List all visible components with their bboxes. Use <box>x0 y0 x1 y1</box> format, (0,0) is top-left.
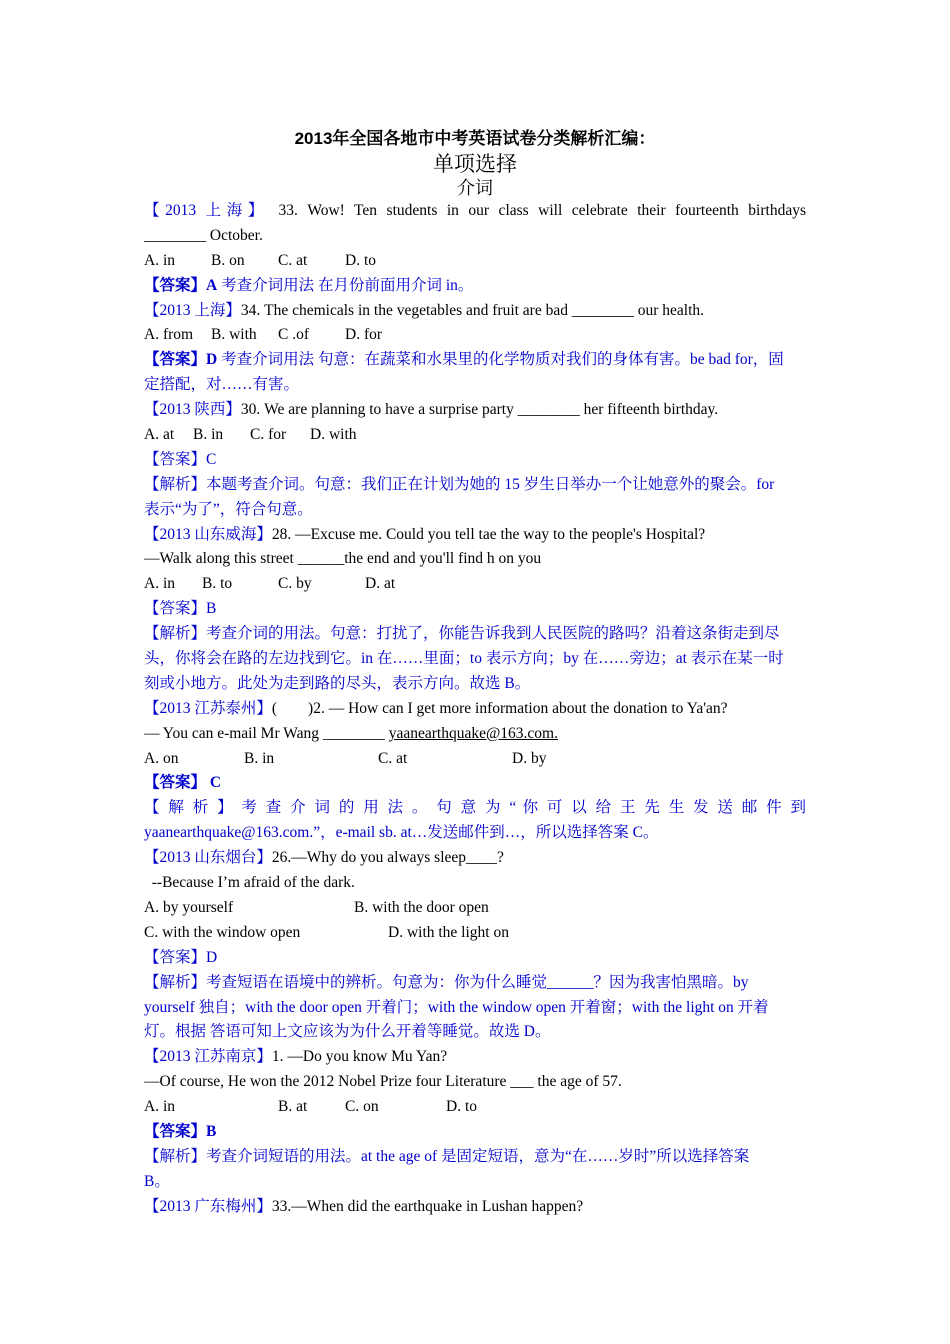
option-d: D. at <box>365 575 396 593</box>
option-c: C. at <box>378 749 408 767</box>
question-4-line-1 <box>144 523 806 548</box>
question-4-line-2: —Walk along this street ______the end and you'll find h on you <box>144 550 542 568</box>
option-a: A. on <box>144 749 179 767</box>
question-1-tag: 【2013 上海】 <box>144 202 269 219</box>
option-d: D. with the light on <box>388 923 509 941</box>
question-4-analysis-line-1: 【解析】考查介词的用法。句意：打扰了，你能告诉我到人民医院的路吗？沿着这条街走到尽 <box>144 625 780 643</box>
question-1-line-1 <box>144 199 806 224</box>
topic-title: 介词 <box>457 178 493 198</box>
option-d: D. for <box>345 326 383 344</box>
option-a: A. in <box>144 1098 175 1116</box>
question-6-options-row-1 <box>144 896 806 921</box>
question-5-options <box>144 747 806 772</box>
answer-text: 考查介词用法 句意：在蔬菜和水果里的化学物质对我们的身体有害。be bad for，固 <box>217 351 784 369</box>
question-7-analysis-line-2: B。 <box>144 1172 170 1190</box>
question-4-analysis-line-2: 头，你将会在路的左边找到它。in 在……里面；to 表示方向；by 在……旁边；at 表示在某一时 <box>144 650 784 668</box>
question-3-analysis-line-2: 表示“为了”，符合句意。 <box>144 500 313 518</box>
option-c: C. on <box>345 1098 379 1116</box>
question-2-answer-line-1 <box>144 348 806 373</box>
question-7-options <box>144 1095 806 1120</box>
option-c: C. with the window open <box>144 923 301 941</box>
option-c: C. for <box>250 426 287 444</box>
option-a: A. in <box>144 575 175 593</box>
question-5-text: ( )2. — How can I get more information about the donation to Ya'an? <box>271 699 728 717</box>
question-3-line-1 <box>144 398 806 423</box>
question-6-answer: 【答案】D <box>144 948 218 966</box>
question-3-analysis-line-1: 【解析】本题考查介词。句意：我们正在计划为她的 15 岁生日举办一个让她意外的聚会。for <box>144 475 775 493</box>
question-7-analysis-line-1: 【解析】考查介词短语的用法。at the age of 是固定短语，意为“在……岁时”所以选择答案 <box>144 1147 750 1165</box>
question-1-answer <box>144 274 806 299</box>
option-a: A. from <box>144 326 194 344</box>
question-2-options <box>144 323 806 348</box>
question-7-tag: 【2013 江苏南京】 <box>144 1048 272 1066</box>
question-5-line-2 <box>144 722 806 747</box>
question-4-options <box>144 572 806 597</box>
question-8-text: 33.—When did the earthquake in Lushan happen? <box>271 1197 584 1215</box>
question-2-text: 34. The chemicals in the vegetables and fruit are bad ________ our health. <box>240 301 705 319</box>
question-4-tag: 【2013 山东威海】 <box>144 525 272 543</box>
question-5-line-1 <box>144 697 806 722</box>
question-4-answer: 【答案】B <box>144 600 217 618</box>
question-6-text: 26.—Why do you always sleep____? <box>271 849 504 867</box>
question-6-options-row-2 <box>144 921 806 946</box>
question-6-line-1 <box>144 846 806 871</box>
option-b: B. on <box>211 251 245 269</box>
question-1-line-2: ________ October. <box>144 226 263 244</box>
option-d: D. to <box>345 251 376 269</box>
option-b: B. with <box>211 326 257 344</box>
question-1-options <box>144 249 806 274</box>
question-6-tag: 【2013 山东烟台】 <box>144 849 272 867</box>
question-6-analysis-line-2: yourself 独自；with the door open 开着门；with the window open 开着窗；with the light on 开着 <box>144 998 769 1016</box>
answer-text: 考查介词用法 在月份前面用介词 in。 <box>217 276 474 294</box>
question-2-answer-line-2: 定搭配，对……有害。 <box>144 376 300 394</box>
question-3-answer: 【答案】C <box>144 450 217 468</box>
option-a: A. in <box>144 251 175 269</box>
option-c: C .of <box>278 326 309 344</box>
question-3-options <box>144 423 806 448</box>
question-2-tag: 【2013 上海】 <box>144 301 241 319</box>
option-b: B. with the door open <box>354 898 489 916</box>
question-1-text: 33. Wow! Ten students in our class will celebrate their fourteenth birthdays <box>278 202 806 219</box>
question-5-analysis-line-1: 【 解 析 】 考 查 介 词 的 用 法 。 句 意 为 “ 你 可 以 给 王 先 生 发 送 邮 件 到 <box>144 799 806 817</box>
question-5-line-2-text: — You can e-mail Mr Wang ________ <box>144 724 389 742</box>
answer-label: 【答案】D <box>144 351 218 369</box>
option-b: B. at <box>278 1098 308 1116</box>
question-7-line-2: —Of course, He won the 2012 Nobel Prize four Literature ___ the age of 57. <box>144 1073 622 1091</box>
question-4-text: 28. —Excuse me. Could you tell tae the way to the people's Hospital? <box>271 525 706 543</box>
option-b: B. to <box>202 575 233 593</box>
question-2-line-1 <box>144 299 806 324</box>
question-3-tag: 【2013 陕西】 <box>144 401 241 419</box>
question-5-tag: 【2013 江苏泰州】 <box>144 699 272 717</box>
option-b: B. in <box>193 426 224 444</box>
option-d: D. by <box>512 749 547 767</box>
option-a: A. at <box>144 426 175 444</box>
section-title: 单项选择 <box>433 153 517 176</box>
option-d: D. to <box>446 1098 477 1116</box>
question-5-analysis-line-2: yaanearthquake@163.com.”，e-mail sb. at…发送邮件到…，所以选择答案 C。 <box>144 824 659 842</box>
option-d: D. with <box>310 426 357 444</box>
document-title: 2013年全国各地市中考英语试卷分类解析汇编： <box>294 129 656 148</box>
question-5-answer: 【答案】 C <box>144 774 222 792</box>
question-8-tag: 【2013 广东梅州】 <box>144 1197 272 1215</box>
question-7-line-1 <box>144 1045 806 1070</box>
question-6-analysis-line-1: 【解析】考查短语在语境中的辨析。句意为：你为什么睡觉______？因为我害怕黑暗。by <box>144 973 749 991</box>
answer-label: 【答案】A <box>144 276 218 294</box>
question-6-line-2: --Because I’m afraid of the dark. <box>144 874 355 892</box>
question-list <box>144 199 806 1220</box>
option-a: A. by yourself <box>144 898 234 916</box>
question-7-answer: 【答案】B <box>144 1122 217 1140</box>
question-8-line-1 <box>144 1195 806 1220</box>
question-4-analysis-line-3: 刻或小地方。此处为走到路的尽头，表示方向。故选 B。 <box>144 674 531 692</box>
question-7-text: 1. —Do you know Mu Yan? <box>271 1048 448 1066</box>
question-6-analysis-line-3: 灯。根据 答语可知上文应该为为什么开着等睡觉。故选 D。 <box>144 1023 551 1041</box>
option-c: C. by <box>278 575 312 593</box>
email-link[interactable]: yaanearthquake@163.com. <box>388 724 558 742</box>
question-3-text: 30. We are planning to have a surprise party ________ her fifteenth birthday. <box>240 401 719 419</box>
option-b: B. in <box>244 749 275 767</box>
option-c: C. at <box>278 251 308 269</box>
